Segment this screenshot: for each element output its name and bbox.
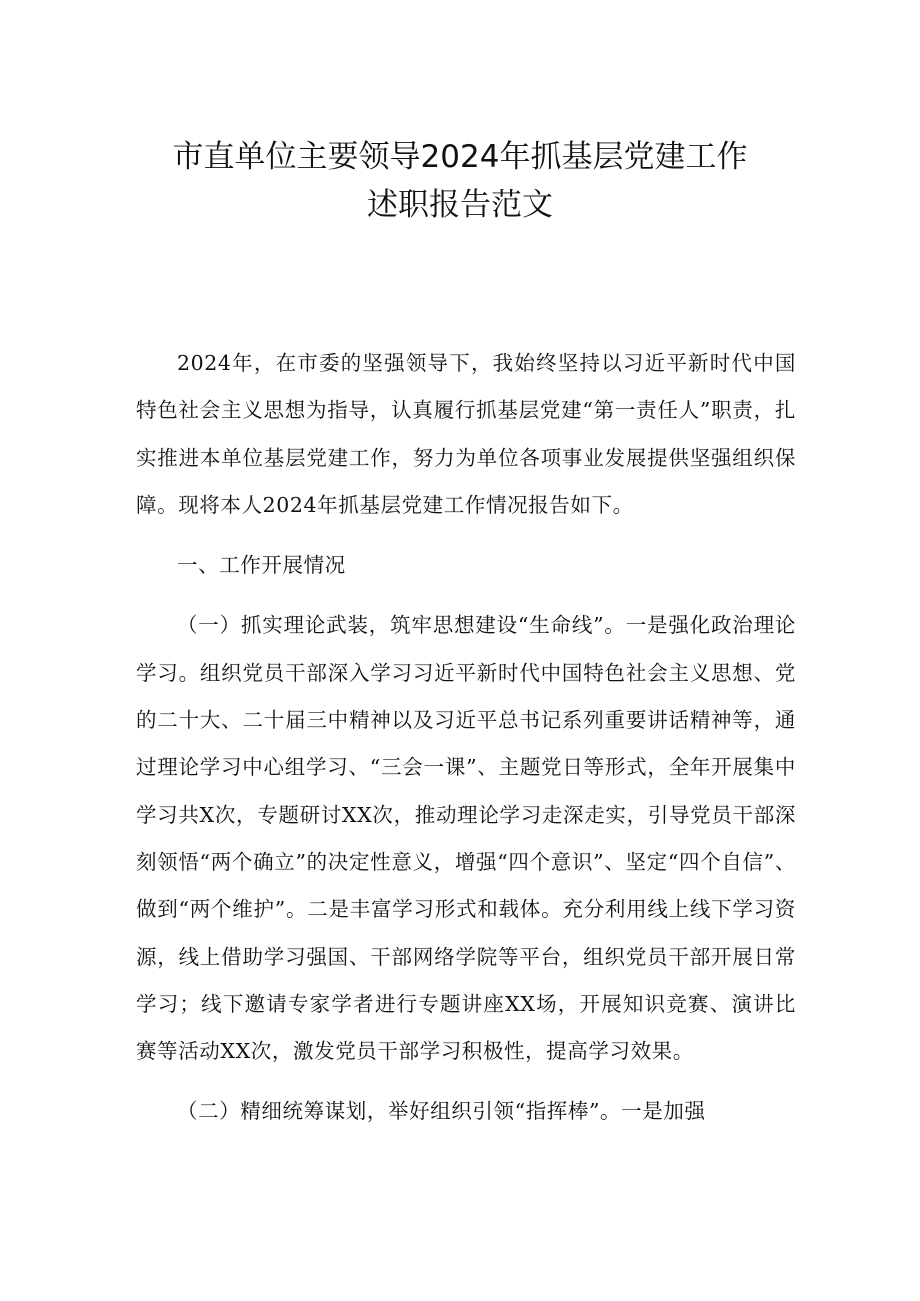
document-body — [136, 340, 796, 1136]
document-title-line-1: 市直单位主要领导2024年抓基层党建工作 — [172, 139, 748, 175]
subsection-2-paragraph: （二）精细统筹谋划，举好组织引领“指挥棒”。一是加强 — [177, 1099, 706, 1124]
section-heading-work-progress: 一、工作开展情况 — [177, 553, 346, 578]
subsection-1-paragraph: （一）抓实理论武装，筑牢思想建设“生命线”。一是强化政治理论学习。组织党员干部深入学习习近平新时代中国特色社会主义思想、党的二十大、二十届三中精神以及习近平总书记系列重要讲话精神等，通过理论学习中心组学习、“三会一课”、主题党日等形式，全年开展集中学习共X次，专题研讨XX次，推动理论学习走深走实，引导党员干部深刻领悟“两个确立”的决定性意义，增强“四个意识”、坚定“四个自信”、做到“两个维护”。二是丰富学习形式和载体。充分利用线上线下学习资源，线上借助学习强国、干部网络学院等平台，组织党员干部开展日常学习；线下邀请专家学者进行专题讲座XX场，开展知识竞赛、演讲比赛等活动XX次，激发党员干部学习积极性，提高学习效果。 — [136, 613, 796, 1064]
intro-paragraph: 2024年，在市委的坚强领导下，我始终坚持以习近平新时代中国特色社会主义思想为指导，认真履行抓基层党建“第一责任人”职责，扎实推进本单位基层党建工作，努力为单位各项事业发展提供坚强组织保障。现将本人2024年抓基层党建工作情况报告如下。 — [136, 351, 796, 517]
document-title-line-2: 述职报告范文 — [367, 187, 553, 223]
